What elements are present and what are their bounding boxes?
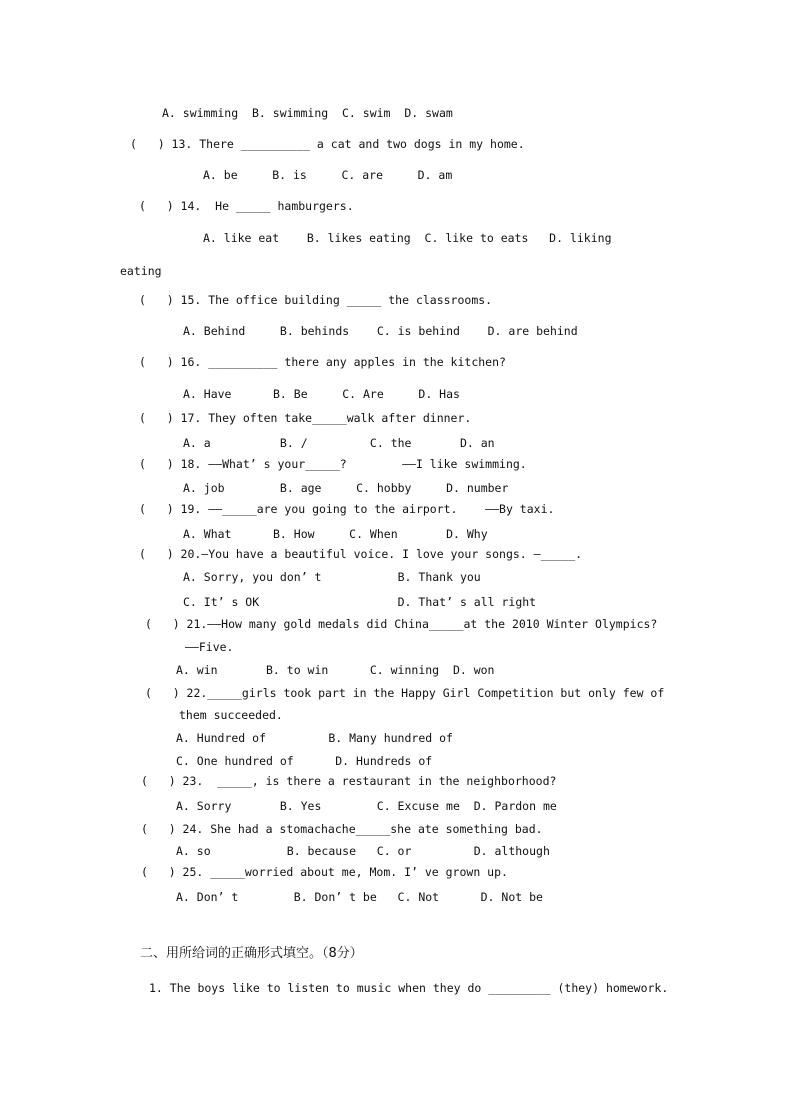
question-22: ( ) 22._____girls took part in the Happy Girl Competition but only few of — [145, 686, 665, 700]
question-14: ( ) 14. He _____ hamburgers. — [139, 199, 354, 213]
q16-options: A. Have B. Be C. Are D. Has — [183, 387, 460, 401]
question-16: ( ) 16. __________ there any apples in the kitchen? — [139, 355, 506, 369]
q21-answer: ——Five. — [185, 640, 234, 654]
question-19: ( ) 19. ——_____are you going to the airport. ——By taxi. — [139, 502, 555, 516]
section-2-question-1: 1. The boys like to listen to music when they do _________ (they) homework. — [149, 981, 669, 995]
q14-options-wrap: eating — [120, 264, 162, 278]
question-23: ( ) 23. _____, is there a restaurant in the neighborhood? — [141, 774, 557, 788]
question-15: ( ) 15. The office building _____ the classrooms. — [139, 293, 493, 307]
q22-options-row1: A. Hundred of B. Many hundred of — [176, 731, 453, 745]
q19-options: A. What B. How C. When D. Why — [183, 527, 488, 541]
q21-options: A. win B. to win C. winning D. won — [176, 663, 495, 677]
q13-options: A. be B. is C. are D. am — [203, 168, 453, 182]
question-18: ( ) 18. ——What’ s your_____? ——I like swimming. — [139, 457, 527, 471]
q25-options: A. Don’ t B. Don’ t be C. Not D. Not be — [176, 890, 543, 904]
question-13: ( ) 13. There __________ a cat and two dogs in my home. — [130, 137, 525, 151]
section-2-heading: 二、用所给词的正确形式填空。（8分） — [140, 946, 363, 961]
q23-options: A. Sorry B. Yes C. Excuse me D. Pardon me — [176, 799, 557, 813]
question-25: ( ) 25. _____worried about me, Mom. I’ ve grown up. — [141, 865, 508, 879]
q22-wrap: them succeeded. — [179, 708, 283, 722]
q14-options: A. like eat B. likes eating C. like to eats D. liking — [203, 231, 612, 245]
q15-options: A. Behind B. behinds C. is behind D. are behind — [183, 324, 578, 338]
question-20: ( ) 20.—You have a beautiful voice. I love your songs. —_____. — [139, 547, 583, 561]
question-17: ( ) 17. They often take_____walk after dinner. — [139, 411, 472, 425]
q18-options: A. job B. age C. hobby D. number — [183, 481, 509, 495]
q12-options: A. swimming B. swimming C. swim D. swam — [162, 106, 453, 120]
q24-options: A. so B. because C. or D. although — [176, 844, 550, 858]
q20-options-row1: A. Sorry, you don’ t B. Thank you — [183, 570, 481, 584]
question-21: ( ) 21.——How many gold medals did China_____at the 2010 Winter Olympics? — [145, 617, 658, 631]
q17-options: A. a B. / C. the D. an — [183, 436, 495, 450]
q22-options-row2: C. One hundred of D. Hundreds of — [176, 754, 433, 768]
question-24: ( ) 24. She had a stomachache_____she ate something bad. — [141, 822, 543, 836]
q20-options-row2: C. It’ s OK D. That’ s all right — [183, 595, 537, 609]
